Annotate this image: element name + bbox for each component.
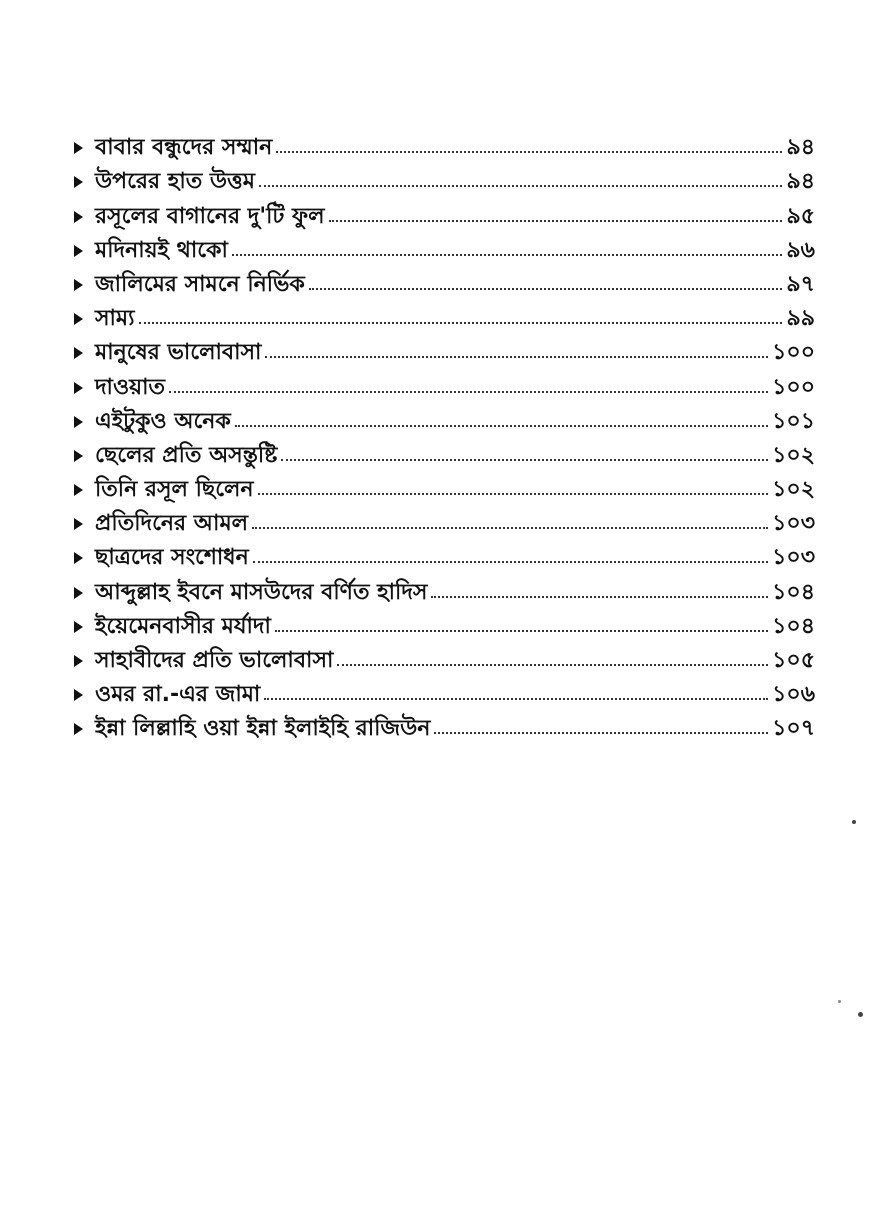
scan-speck bbox=[838, 1000, 841, 1003]
dotted-leader bbox=[169, 391, 768, 393]
page-number: ১০৩ bbox=[772, 545, 815, 571]
entry-title: দাওয়াত bbox=[95, 374, 165, 400]
triangle-bullet-icon bbox=[74, 416, 83, 428]
dotted-leader bbox=[264, 698, 768, 700]
entry-title: তিনি রসূল ছিলেন bbox=[95, 477, 254, 503]
triangle-bullet-icon bbox=[74, 450, 83, 462]
triangle-bullet-icon bbox=[74, 689, 83, 701]
entry-title: ছাত্রদের সংশোধন bbox=[95, 545, 249, 571]
page-number: ১০৪ bbox=[772, 613, 815, 639]
entry-title: মানুষের ভালোবাসা bbox=[95, 340, 262, 366]
toc-entry bbox=[70, 196, 815, 230]
page-number: ৯৬ bbox=[786, 237, 815, 263]
page-number: ১০০ bbox=[772, 340, 815, 366]
page-number: ১০৩ bbox=[772, 511, 815, 537]
triangle-bullet-icon bbox=[74, 313, 83, 325]
triangle-bullet-icon bbox=[74, 279, 83, 291]
toc-entry bbox=[70, 538, 815, 572]
entry-title: এইটুকুও অনেক bbox=[95, 408, 231, 434]
entry-title: সাম্য bbox=[95, 306, 135, 332]
dotted-leader bbox=[281, 459, 768, 461]
dotted-leader bbox=[329, 220, 783, 222]
toc-entry bbox=[70, 436, 815, 470]
page-number: ৯৫ bbox=[786, 203, 815, 229]
entry-title: মদিনায়ই থাকো bbox=[95, 237, 228, 263]
toc-entry bbox=[70, 641, 815, 675]
page-number: ৯৪ bbox=[786, 135, 815, 161]
entry-title: রসূলের বাগানের দু'টি ফুল bbox=[95, 203, 325, 229]
toc-entry bbox=[70, 402, 815, 436]
entry-title: প্রতিদিনের আমল bbox=[95, 511, 249, 537]
dotted-leader bbox=[434, 732, 768, 734]
table-of-contents bbox=[70, 128, 815, 743]
dotted-leader bbox=[275, 630, 768, 632]
dotted-leader bbox=[431, 596, 768, 598]
page-number: ৯৭ bbox=[786, 271, 815, 297]
triangle-bullet-icon bbox=[74, 518, 83, 530]
dotted-leader bbox=[253, 561, 768, 563]
dotted-leader bbox=[258, 493, 769, 495]
triangle-bullet-icon bbox=[74, 552, 83, 564]
dotted-leader bbox=[259, 185, 782, 187]
scan-speck bbox=[858, 1012, 863, 1017]
triangle-bullet-icon bbox=[74, 176, 83, 188]
dotted-leader bbox=[265, 356, 768, 358]
entry-title: ওমর রা.-এর জামা bbox=[95, 682, 261, 708]
page-number: ৯৪ bbox=[786, 169, 815, 195]
triangle-bullet-icon bbox=[74, 211, 83, 223]
dotted-leader bbox=[276, 151, 782, 153]
page-number: ১০৪ bbox=[772, 579, 815, 605]
page-number: ১০৫ bbox=[772, 648, 815, 673]
triangle-bullet-icon bbox=[74, 347, 83, 359]
page-number: ১০৬ bbox=[772, 682, 815, 708]
triangle-bullet-icon bbox=[74, 245, 83, 257]
toc-entry bbox=[70, 504, 815, 538]
dotted-leader bbox=[235, 425, 768, 427]
toc-entry bbox=[70, 299, 815, 333]
page-number: ১০২ bbox=[772, 442, 815, 468]
entry-title: উপরের হাত উত্তম bbox=[95, 169, 255, 195]
toc-entry bbox=[70, 162, 815, 196]
toc-entry bbox=[70, 470, 815, 504]
entry-title: ছেলের প্রতি অসন্তুষ্টি bbox=[95, 442, 278, 468]
triangle-bullet-icon bbox=[74, 621, 83, 633]
triangle-bullet-icon bbox=[74, 484, 83, 496]
triangle-bullet-icon bbox=[74, 723, 83, 735]
dotted-leader bbox=[309, 288, 783, 290]
page-number: ১০৭ bbox=[772, 716, 815, 742]
scan-speck bbox=[852, 820, 856, 824]
toc-entry bbox=[70, 265, 815, 299]
toc-entry bbox=[70, 607, 815, 641]
entry-title: ইয়েমেনবাসীর মর্যাদা bbox=[95, 613, 271, 639]
dotted-leader bbox=[232, 254, 783, 256]
toc-entry bbox=[70, 709, 815, 743]
page-number: ১০০ bbox=[772, 374, 815, 400]
triangle-bullet-icon bbox=[74, 382, 83, 394]
toc-entry bbox=[70, 231, 815, 265]
entry-title: সাহাবীদের প্রতি ভালোবাসা bbox=[95, 648, 334, 673]
triangle-bullet-icon bbox=[74, 587, 83, 599]
dotted-leader bbox=[139, 322, 783, 324]
toc-entry bbox=[70, 675, 815, 709]
toc-entry bbox=[70, 333, 815, 367]
entry-title: ইন্না লিল্লাহি ওয়া ইন্না ইলাইহি রাজিউন bbox=[95, 716, 431, 742]
page-number: ৯৯ bbox=[786, 306, 815, 332]
triangle-bullet-icon bbox=[74, 142, 83, 154]
toc-entry bbox=[70, 367, 815, 401]
page-number: ১০১ bbox=[772, 408, 815, 434]
dotted-leader bbox=[337, 664, 768, 666]
toc-entry bbox=[70, 572, 815, 606]
page-number: ১০২ bbox=[772, 477, 815, 503]
entry-title: আব্দুল্লাহ ইবনে মাসউদের বর্ণিত হাদিস bbox=[95, 579, 428, 605]
triangle-bullet-icon bbox=[74, 655, 83, 667]
dotted-leader bbox=[252, 527, 768, 529]
toc-entry bbox=[70, 128, 815, 162]
entry-title: জালিমের সামনে নির্ভিক bbox=[95, 271, 305, 297]
entry-title: বাবার বন্ধুদের সম্মান bbox=[95, 135, 273, 161]
